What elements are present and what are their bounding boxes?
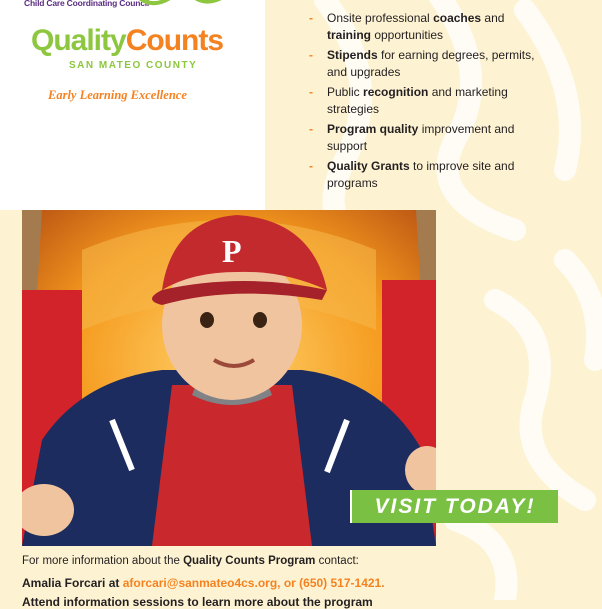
- bullet-marker: -: [309, 11, 313, 25]
- contact-email-link[interactable]: aforcari@sanmateo4cs.org, or (650) 517-1421.: [122, 576, 385, 590]
- tagline: Early Learning Excellence: [48, 88, 187, 102]
- brand-logo: [31, 24, 223, 58]
- svg-text:P: P: [222, 233, 242, 269]
- contact-intro: For more information about the Quality Counts Program contact:: [22, 555, 359, 567]
- logo-leaf-icon: [130, 0, 230, 10]
- org-name: Child Care Coordinating Council: [24, 0, 150, 8]
- contact-note: Attend information sessions to learn more about the program: [22, 595, 373, 609]
- brand-counts: Counts: [125, 24, 224, 57]
- list-item: - Onsite professional coaches and training opportunities: [309, 11, 505, 42]
- bullet-marker: -: [309, 122, 313, 136]
- list-item: - Public recognition and marketing strategies: [309, 85, 508, 116]
- contact-name: Amalia Forcari at: [22, 576, 123, 590]
- contact-details: [22, 576, 385, 590]
- county-name: SAN MATEO COUNTY: [69, 60, 198, 71]
- list-item: - Program quality improvement and support: [309, 122, 515, 153]
- benefits-list: [309, 10, 549, 195]
- list-item: - Quality Grants to improve site and programs: [309, 159, 515, 190]
- bullet-marker: -: [309, 159, 313, 173]
- bullet-marker: -: [309, 48, 313, 62]
- bullet-marker: -: [309, 85, 313, 99]
- list-item: - Stipends for earning degrees, permits, and upgrades: [309, 48, 535, 79]
- brand-quality: Quality: [31, 24, 126, 57]
- visit-today-banner: VISIT TODAY!: [350, 490, 558, 523]
